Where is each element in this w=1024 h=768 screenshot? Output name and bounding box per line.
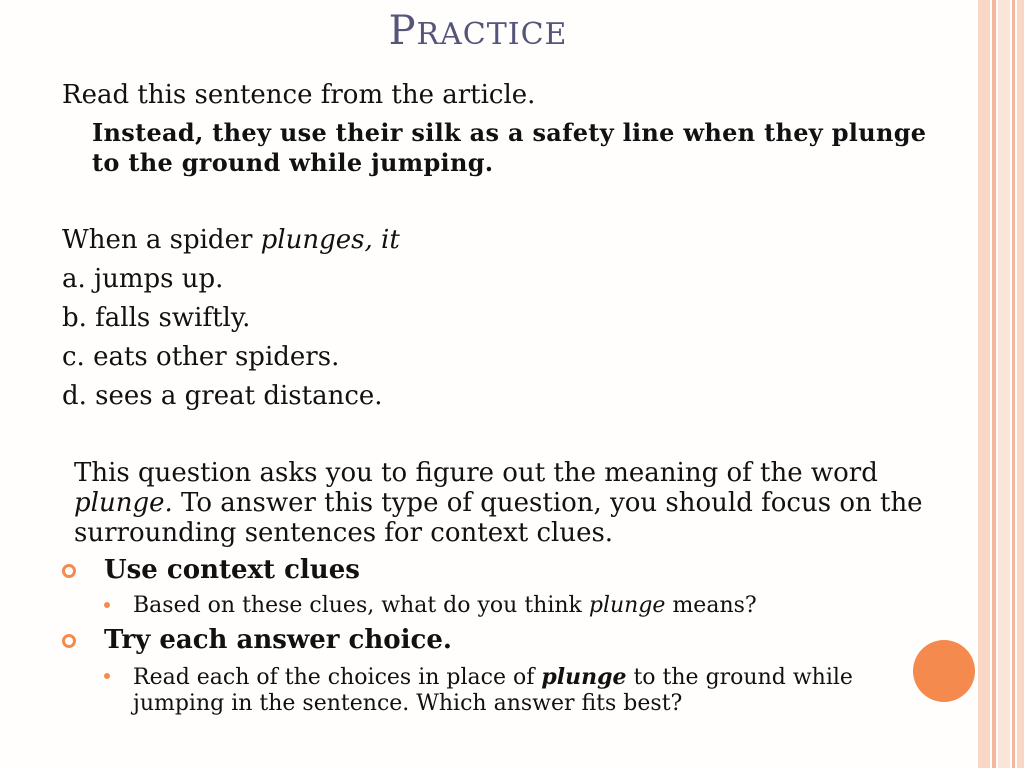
bullet-try-choices (62, 625, 942, 655)
stripe (998, 0, 1010, 768)
title-initial: P (388, 8, 417, 54)
bullet-heading: Use context clues (104, 555, 360, 585)
sub-bullet-choices (104, 664, 934, 717)
dot-bullet-icon (104, 602, 110, 608)
sub-text: to the ground while jumping in the sentence. Which answer fits best? (133, 665, 853, 716)
choice-d: d. sees a great distance. (62, 381, 383, 411)
sub-emphasis: plunge (588, 593, 666, 618)
question-stem (62, 225, 400, 255)
para-pre: This question asks you to figure out the meaning of the word (74, 458, 878, 488)
decorative-edge-stripes (978, 0, 1024, 768)
circle-bullet-icon (62, 634, 76, 648)
bullet-context-clues (62, 555, 942, 585)
slide-title (0, 8, 956, 54)
para-post: To answer this type of question, you should focus on the surrounding sentences for context clues. (74, 488, 923, 548)
para-italic: plunge. (74, 488, 173, 518)
choice-a: a. jumps up. (62, 264, 224, 294)
stripe (1017, 0, 1024, 768)
circle-bullet-icon (62, 564, 76, 578)
bullet-heading: Try each answer choice. (104, 625, 452, 655)
explanation-paragraph (74, 458, 974, 548)
sub-text: Read each of the choices in place of (133, 665, 542, 690)
choice-c: c. eats other spiders. (62, 342, 340, 372)
intro-text: Read this sentence from the article. (62, 80, 536, 110)
sub-bullet-context (104, 593, 934, 619)
title-rest: RACTICE (416, 17, 568, 52)
sub-text: Based on these clues, what do you think (133, 593, 589, 618)
dot-bullet-icon (104, 673, 110, 679)
question-italic: plunges, it (260, 225, 400, 255)
choice-b: b. falls swiftly. (62, 303, 251, 333)
quoted-sentence: Instead, they use their silk as a safety line when they plunge to the ground while jumping. (92, 118, 927, 177)
sub-text: means? (665, 593, 757, 618)
stripe (1012, 0, 1015, 768)
sub-emphasis: plunge (541, 664, 627, 690)
question-prefix: When a spider (62, 225, 261, 255)
stripe (992, 0, 996, 768)
stripe (978, 0, 990, 768)
